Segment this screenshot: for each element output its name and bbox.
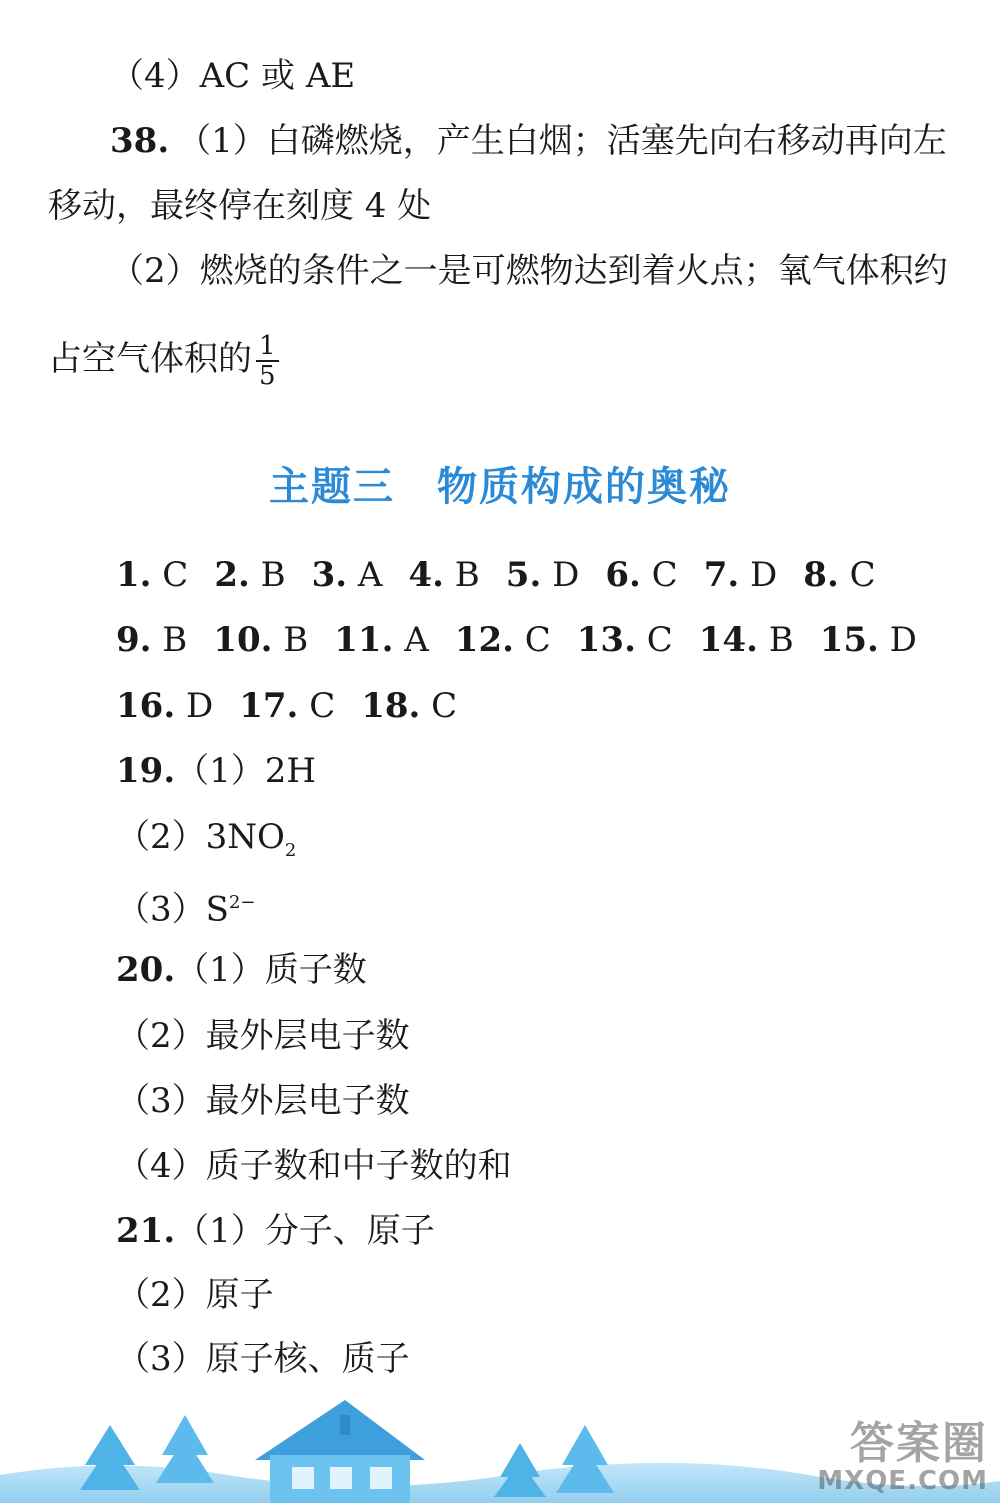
house-icon xyxy=(255,1400,425,1503)
mc-question-number: 4. xyxy=(408,555,444,595)
mc-answer xyxy=(239,686,335,726)
q38-part1-line1 xyxy=(110,121,947,161)
q21-part2: （2）原子 xyxy=(116,1275,274,1315)
mc-row-3 xyxy=(116,686,483,726)
q19-part3-superscript: 2− xyxy=(228,892,256,913)
mc-question-number: 3. xyxy=(311,555,348,595)
q21-number: 21. xyxy=(116,1211,176,1251)
mc-answer xyxy=(334,620,429,660)
mc-answer-letter: B xyxy=(272,620,309,660)
mc-answer-letter: C xyxy=(151,555,189,595)
q19-part2-subscript: 2 xyxy=(284,839,297,861)
mc-question-number: 2. xyxy=(214,555,250,595)
q21-part1-text: （1）分子、原子 xyxy=(175,1211,435,1251)
mc-answer xyxy=(214,555,285,595)
mc-answer xyxy=(577,620,673,660)
q20-part1 xyxy=(116,950,367,990)
fraction-one-fifth xyxy=(256,332,279,390)
mc-answer xyxy=(820,620,917,660)
q20-part4: （4）质子数和中子数的和 xyxy=(116,1146,512,1186)
mc-answer xyxy=(506,555,580,595)
mc-answer xyxy=(116,555,188,595)
watermark-url: MXQE.COM xyxy=(817,1466,988,1496)
mc-question-number: 12. xyxy=(454,620,514,660)
mc-answer-letter: B xyxy=(757,620,794,660)
fraction-numerator: 1 xyxy=(256,332,279,362)
mc-row-2 xyxy=(116,620,943,660)
mc-question-number: 14. xyxy=(698,620,758,660)
mc-answer-letter: B xyxy=(444,555,480,595)
mc-answer xyxy=(213,620,308,660)
tree-icon xyxy=(156,1415,214,1483)
tree-icon xyxy=(494,1443,546,1497)
fraction-denominator: 5 xyxy=(259,361,276,391)
q19-part1-text: （1）2H xyxy=(175,751,317,791)
mc-answer-letter: D xyxy=(739,555,778,595)
q38-part2-line1: （2）燃烧的条件之一是可燃物达到着火点；氧气体积约 xyxy=(110,251,948,291)
mc-question-number: 11. xyxy=(334,620,394,660)
mc-answer xyxy=(699,620,794,660)
mc-row-1 xyxy=(116,555,902,595)
q20-part3: （3）最外层电子数 xyxy=(116,1081,410,1121)
watermark xyxy=(817,1418,988,1496)
mc-answer xyxy=(312,555,383,595)
q20-number: 20. xyxy=(116,950,176,990)
mc-question-number: 8. xyxy=(803,555,839,595)
mc-answer-letter: A xyxy=(393,620,429,660)
mc-answer xyxy=(409,555,480,595)
q38-number: 38. xyxy=(110,121,170,161)
mc-question-number: 15. xyxy=(819,620,879,660)
q20-part2: （2）最外层电子数 xyxy=(116,1016,410,1056)
q19-part1 xyxy=(116,751,316,791)
q20-part1-text: （1）质子数 xyxy=(175,950,367,990)
q19-part3 xyxy=(116,883,255,929)
mc-question-number: 17. xyxy=(239,686,299,726)
q19-part2-text: （2）3NO xyxy=(116,817,285,857)
mc-question-number: 13. xyxy=(576,620,636,660)
q19-part2 xyxy=(116,817,296,871)
q19-number: 19. xyxy=(116,751,176,791)
mc-answer-letter: C xyxy=(635,620,673,660)
mc-answer xyxy=(116,620,187,660)
mc-question-number: 18. xyxy=(361,686,421,726)
mc-answer xyxy=(361,686,457,726)
mc-answer xyxy=(704,555,778,595)
watermark-logo-text: 答案圈 xyxy=(850,1418,988,1469)
q38-part2-text: 占空气体积的 xyxy=(48,339,252,379)
mc-answer xyxy=(803,555,875,595)
q21-part3: （3）原子核、质子 xyxy=(116,1339,410,1379)
mc-answer-letter: C xyxy=(420,686,458,726)
mc-question-number: 10. xyxy=(213,620,273,660)
mc-question-number: 16. xyxy=(116,686,176,726)
mc-answer-letter: C xyxy=(513,620,551,660)
q38-part1-line2: 移动，最终停在刻度 4 处 xyxy=(48,186,432,226)
mc-question-number: 1. xyxy=(116,555,152,595)
mc-answer-letter: C xyxy=(298,686,336,726)
q37-part4: （4）AC 或 AE xyxy=(110,56,356,96)
mc-answer xyxy=(455,620,551,660)
mc-answer xyxy=(605,555,677,595)
mc-question-number: 5. xyxy=(505,555,542,595)
mc-question-number: 7. xyxy=(703,555,740,595)
mc-answer-letter: C xyxy=(838,555,876,595)
mc-question-number: 9. xyxy=(116,620,152,660)
q21-part1 xyxy=(116,1211,435,1251)
tree-icon xyxy=(80,1425,140,1490)
mc-answer-letter: B xyxy=(151,620,188,660)
q38-part1-text: （1）白磷燃烧，产生白烟；活塞先向右移动再向左 xyxy=(177,121,947,161)
tree-icon xyxy=(556,1425,614,1493)
mc-question-number: 6. xyxy=(605,555,641,595)
mc-answer-letter: C xyxy=(640,555,678,595)
q38-part2-line2 xyxy=(48,332,279,390)
mc-answer-letter: D xyxy=(878,620,917,660)
mc-answer-letter: D xyxy=(541,555,580,595)
mc-answer xyxy=(116,686,213,726)
mc-answer-letter: A xyxy=(347,555,383,595)
q19-part3-text: （3）S xyxy=(116,889,229,930)
section-title: 主题三 物质构成的奥秘 xyxy=(269,464,731,510)
mc-answer-letter: D xyxy=(175,686,214,726)
mc-answer-letter: B xyxy=(249,555,286,595)
